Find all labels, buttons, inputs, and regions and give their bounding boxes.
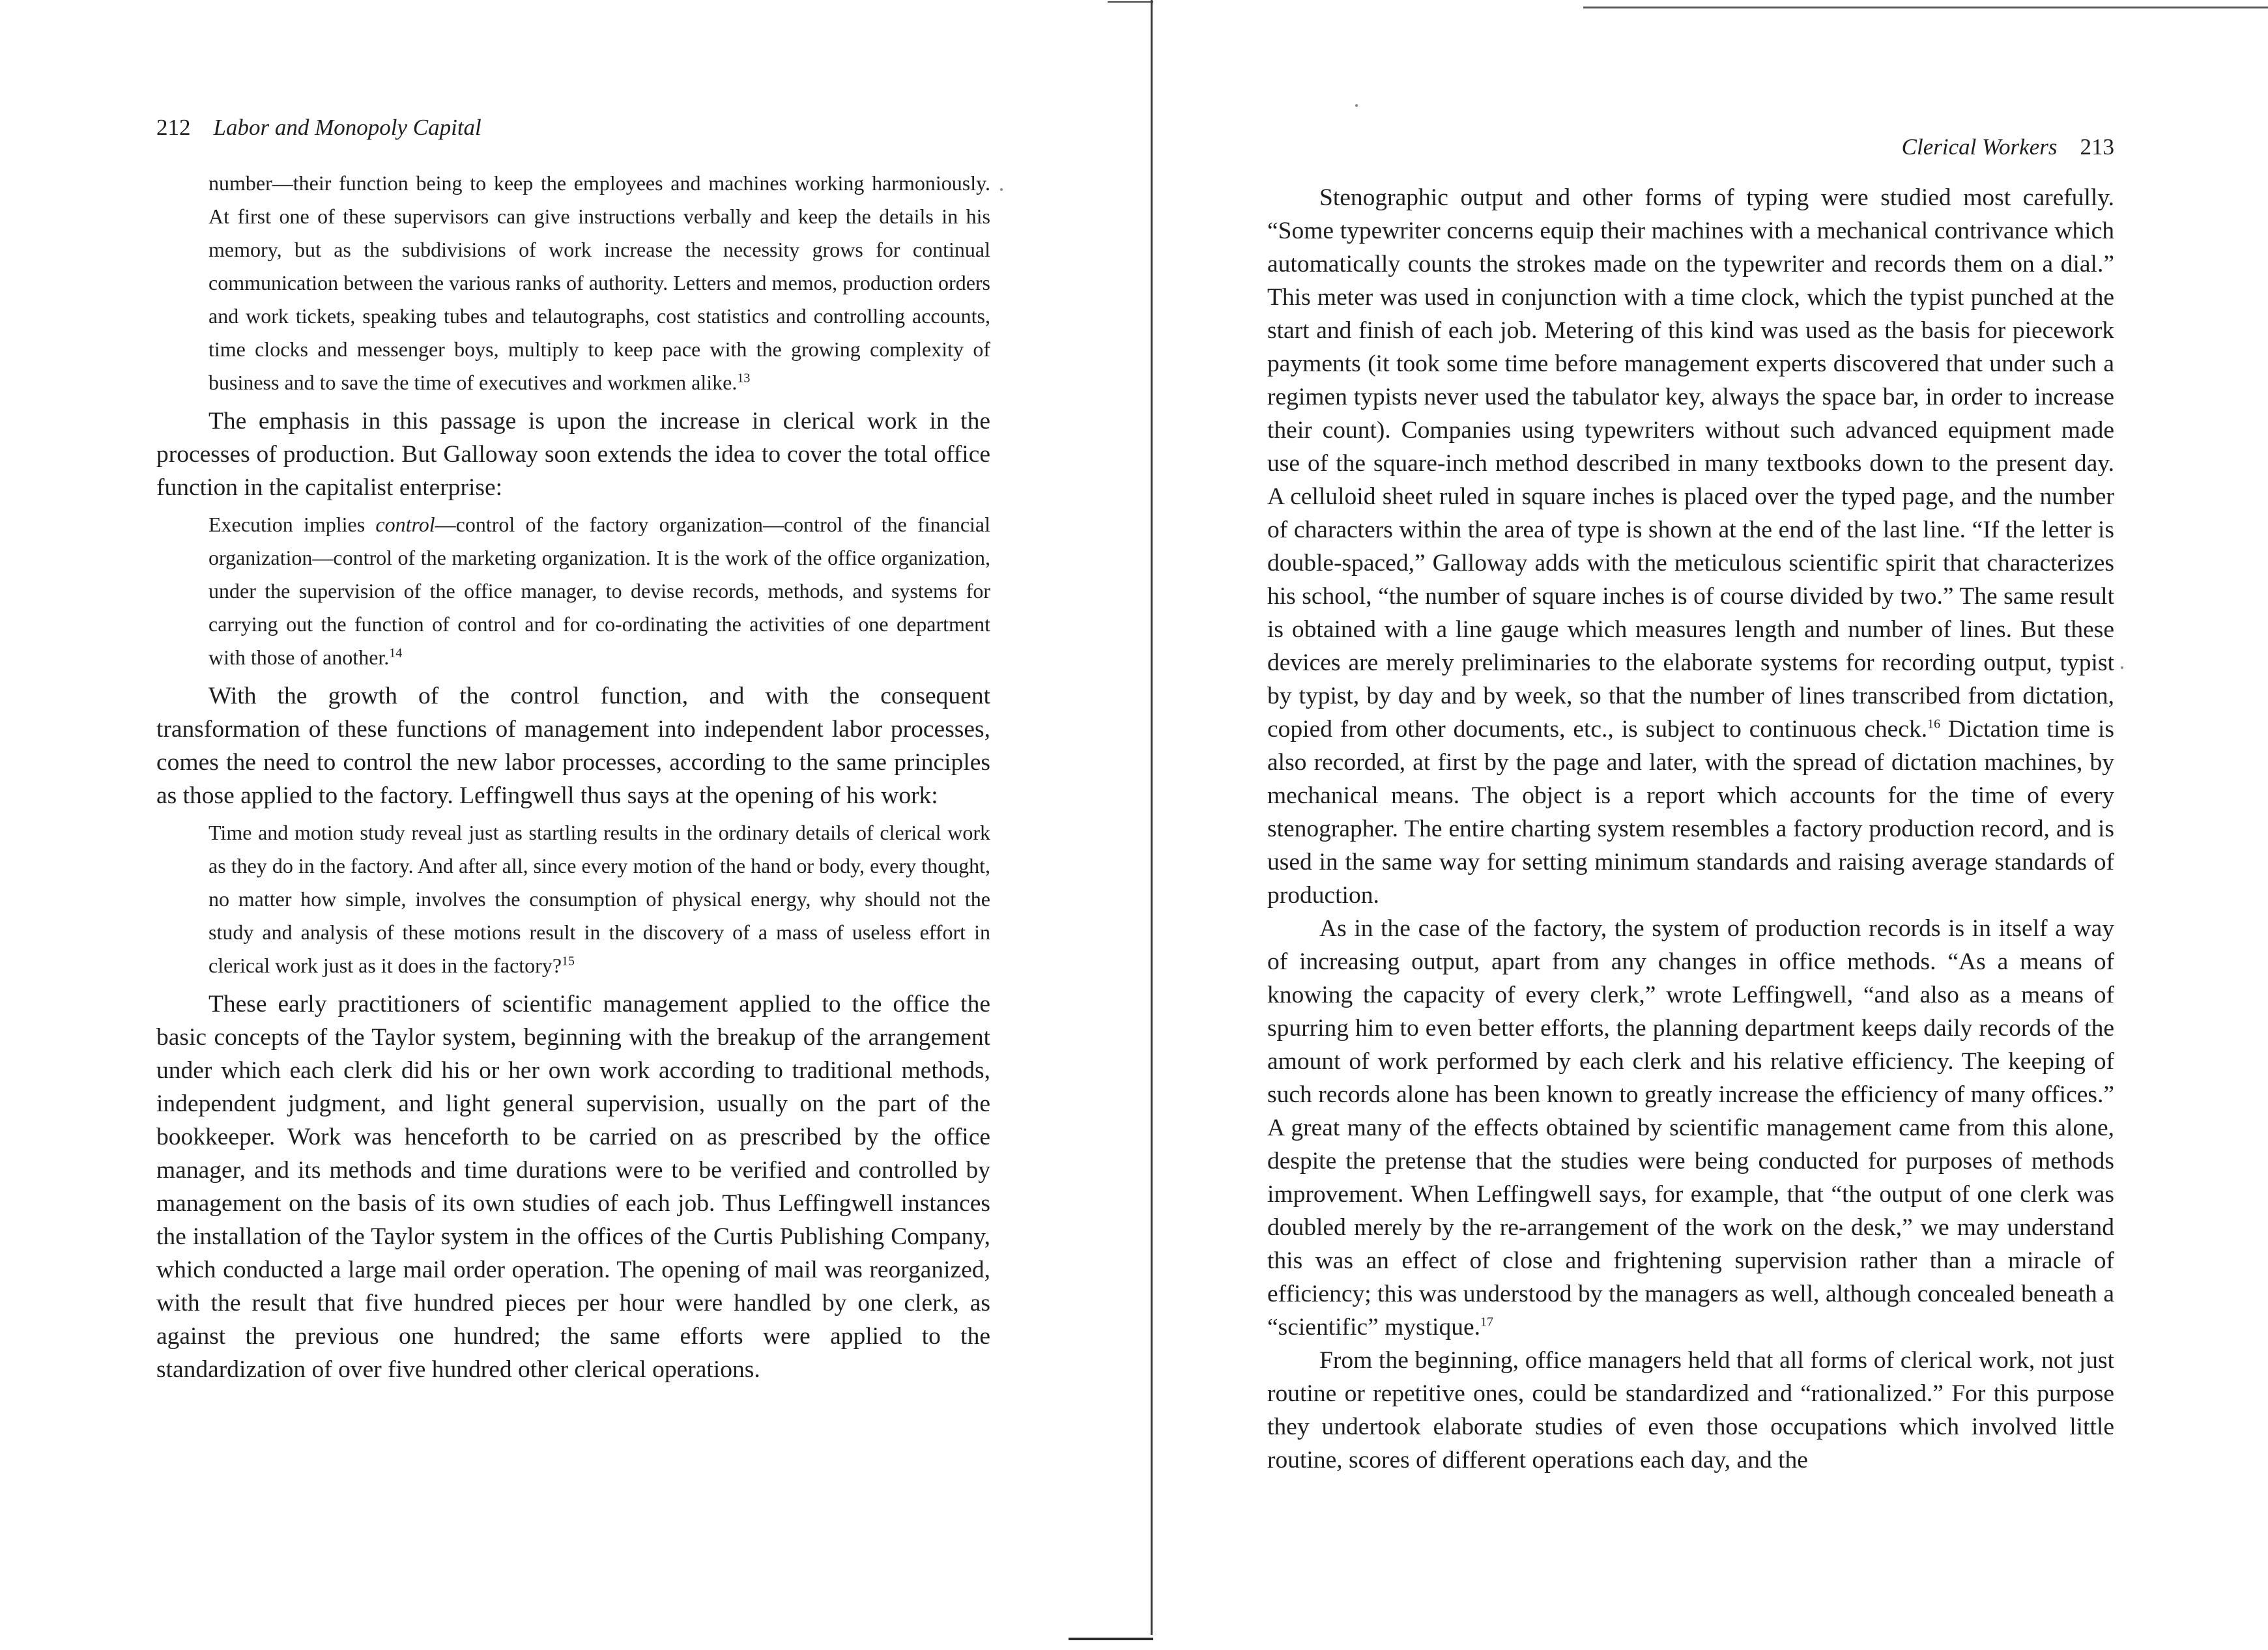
scan-speck [1000, 188, 1003, 191]
footnote-marker: 15 [562, 954, 575, 969]
block-quote [208, 167, 990, 399]
text-segment: As in the case of the factory, the system of production records is in itself a way of increasing output, apart from any changes in office methods. “As a means of knowing the capacity of every clerk,” wrote Leffingwell, “and also as a means of spurring him to even better efforts, the planning department keeps daily records of the amount of work performed by each clerk and his relative efficiency. The keeping of such records alone has been known to greatly increase the efficiency of many offices.” A great many of the effects obtained by scientific management came from this alone, despite the pretense that the studies were being conducted for purposes of methods improvement. When Leffingwell says, for example, that “the output of one clerk was doubled merely by the re-arrangement of the work on the desk,” we may understand this was an effect of close and frightening supervision rather than a miracle of efficiency; this was understood by the managers as well, although concealed beneath a “scientific” mystique. [1267, 915, 2114, 1341]
text-segment: These early practitioners of scientific management applied to the office the basic concepts of the Taylor system, beginning with the breakup of the arrangement under which each clerk did his or her own work according to traditional methods, independent judgment, and light general supervision, usually on the part of the bookkeeper. Work was henceforth to be carried on as prescribed by the office manager, and its methods and time durations were to be verified and controlled by management on the basis of its own studies of each job. Thus Leffingwell instances the installation of the Taylor system in the offices of the Curtis Publishing Company, which conducted a large mail order operation. The opening of mail was reorganized, with the result that five hundred pieces per hour were handled by one clerk, as against the previous one hundred; the same efforts were applied to the standardization of over five hundred other clerical operations. [156, 991, 990, 1383]
running-title: Clerical Workers [1901, 134, 2058, 160]
text-segment: number—their function being to keep the employees and machines working harmoniously. At first one of these supervisors can give instructions verbally and keep the details in his memory, but as the subdivisions of work increase the necessity grows for continual communication between the various ranks of authority. Letters and memos, production orders and work tickets, speaking tubes and telautographs, cost statistics and controlling accounts, time clocks and messenger boys, multiply to keep pace with the growing complexity of business and to save the time of executives and workmen alike. [208, 171, 990, 394]
text-segment: With the growth of the control function, and with the consequent transformation of these functions of management into independent labor processes, comes the need to control the new labor processes, according to the same principles as those applied to the factory. Leffingwell thus says at the opening of his work: [156, 683, 990, 809]
paragraph [1267, 912, 2114, 1344]
page-header [1902, 134, 2114, 160]
page-body [1267, 181, 2114, 1477]
footnote-marker: 13 [737, 371, 751, 386]
scan-edge-mark [1108, 1, 1153, 3]
block-quote [208, 508, 990, 674]
book-gutter [1151, 0, 1153, 1635]
emphasis-text: control [375, 513, 435, 536]
page-number: 213 [2080, 134, 2114, 160]
page-body [156, 167, 990, 1386]
paragraph [156, 405, 990, 504]
block-quote [208, 816, 990, 982]
footnote-marker: 16 [1927, 717, 1941, 732]
text-segment: —control of the factory organization—control of the financial organization—control of the marketing organization. It is the work of the office organization, under the supervision of the office manager, to devise records, methods, and systems for carrying out the function of control and for co-ordinating the activities of one department with those of another. [208, 513, 990, 669]
footnote-marker: 17 [1480, 1315, 1493, 1330]
text-segment: Dictation time is also recorded, at first by the page and later, with the spread of dictation machines, by mechanical means. The object is a report which accounts for the time of every stenographer. The entire charting system resembles a factory production record, and is used in the same way for setting minimum standards and raising average standards of production. [1267, 716, 2114, 909]
text-segment: Stenographic output and other forms of typing were studied most carefully. “Some typewriter concerns equip their machines with a mechanical contrivance which automatically counts the strokes made on the typewriter and records them on a dial.” This meter was used in conjunction with a time clock, which the typist punched at the start and finish of each job. Metering of this kind was used as the basis for piecework payments (it took some time before management experts discovered that under such a regimen typists never used the tabulator key, always the space bar, in order to increase their count). Companies using typewriters without such advanced equipment made use of the square-inch method described in many textbooks down to the present day. A celluloid sheet ruled in square inches is placed over the typed page, and the number of characters within the area of type is shown at the end of the last line. “If the letter is double-spaced,” Galloway adds with the meticulous scientific spirit that characterizes his school, “the number of square inches is of course divided by two.” The same result is obtained with a line gauge which measures length and number of lines. But these devices are merely preliminaries to the elaborate systems for recording output, typist by typist, by day and by week, so that the number of lines transcribed from dictation, copied from other documents, etc., is subject to continuous check. [1267, 184, 2114, 743]
paragraph [1267, 1344, 2114, 1477]
text-segment: From the beginning, office managers held that all forms of clerical work, not just routine or repetitive ones, could be standardized and “rationalized.” For this purpose they undertook elaborate studies of even those occupations which involved little routine, scores of different operations each day, and the [1267, 1347, 2114, 1473]
paragraph [156, 988, 990, 1386]
text-segment: Time and motion study reveal just as startling results in the ordinary details of clerical work as they do in the factory. And after all, since every motion of the hand or body, every thought, no matter how simple, involves the consumption of physical energy, why should not the study and analysis of these motions result in the discovery of a mass of useless effort in clerical work just as it does in the factory? [208, 821, 990, 977]
paragraph [156, 679, 990, 812]
footnote-marker: 14 [389, 646, 403, 661]
running-title: Labor and Monopoly Capital [213, 115, 481, 140]
text-segment: The emphasis in this passage is upon the increase in clerical work in the processes of production. But Galloway soon extends the idea to cover the total office function in the capitalist enterprise: [156, 408, 990, 501]
scan-edge-mark [1583, 7, 2268, 8]
scan-edge-mark [1069, 1638, 1153, 1640]
scan-speck [1355, 104, 1358, 107]
scan-speck [2121, 666, 2123, 669]
page-header [156, 115, 481, 141]
paragraph [1267, 181, 2114, 912]
text-segment: Execution implies [208, 513, 376, 536]
page-number: 212 [156, 115, 191, 140]
